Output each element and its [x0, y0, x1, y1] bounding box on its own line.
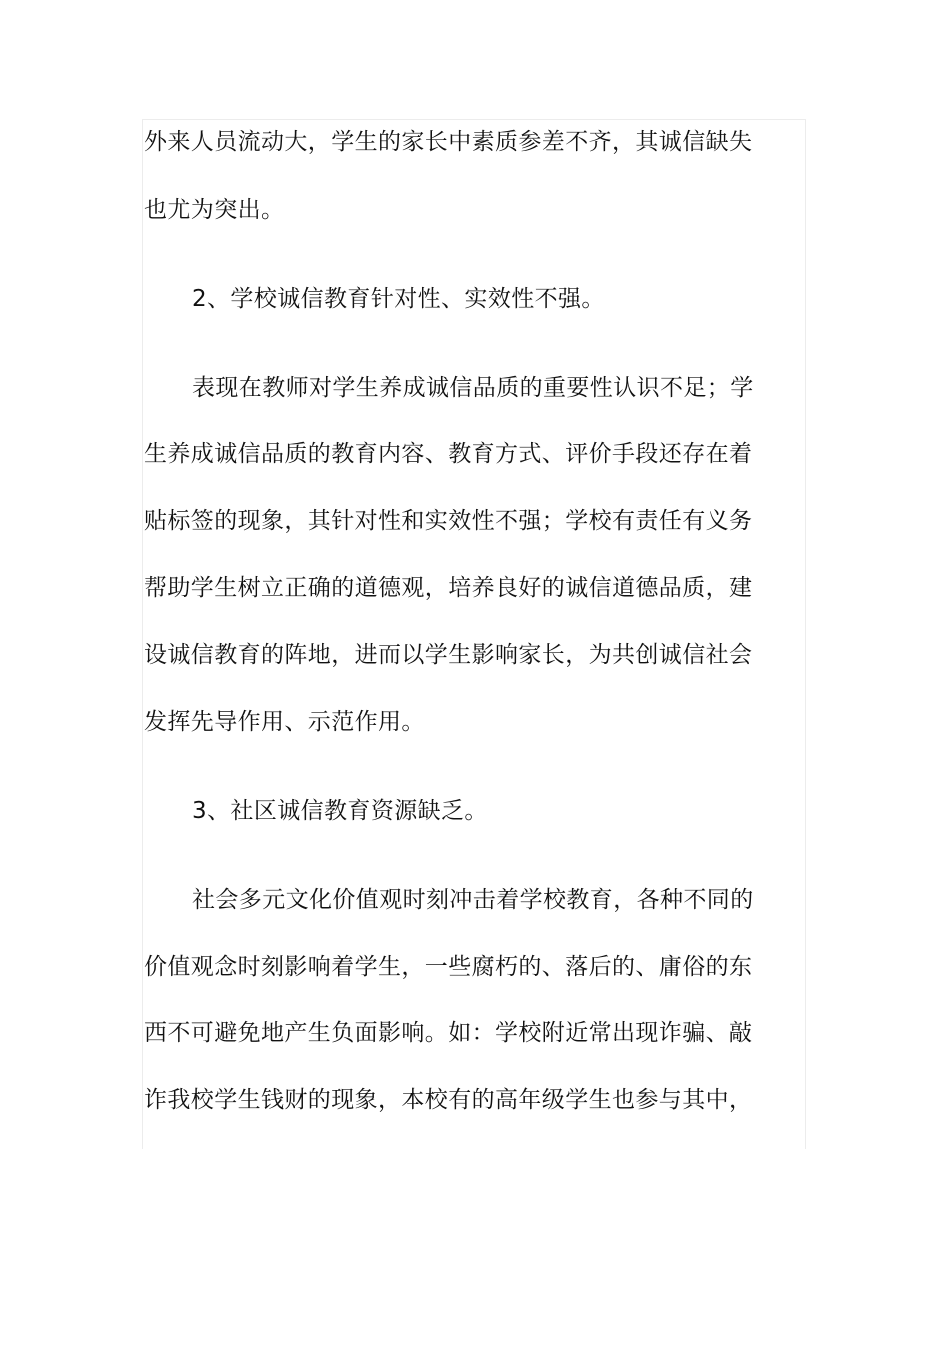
section-heading: 3、社区诚信教育资源缺乏。 [192, 798, 488, 824]
paragraph-line: 设诚信教育的阵地，进而以学生影响家长，为共创诚信社会 [144, 642, 753, 668]
page-frame [142, 119, 806, 1149]
paragraph-line: 也尤为突出。 [144, 197, 285, 223]
section-heading: 2、学校诚信教育针对性、实效性不强。 [192, 286, 605, 312]
paragraph-line: 西不可避免地产生负面影响。如：学校附近常出现诈骗、敲 [144, 1020, 753, 1046]
paragraph-line: 帮助学生树立正确的道德观，培养良好的诚信道德品质，建 [144, 575, 753, 601]
paragraph-line: 贴标签的现象，其针对性和实效性不强；学校有责任有义务 [144, 508, 753, 534]
paragraph-line: 生养成诚信品质的教育内容、教育方式、评价手段还存在着 [144, 441, 753, 467]
paragraph-line: 外来人员流动大，学生的家长中素质参差不齐，其诚信缺失 [144, 129, 753, 155]
paragraph-line: 社会多元文化价值观时刻冲击着学校教育，各种不同的 [192, 887, 754, 913]
paragraph-line: 表现在教师对学生养成诚信品质的重要性认识不足；学 [192, 375, 754, 401]
paragraph-line: 诈我校学生钱财的现象，本校有的高年级学生也参与其中， [144, 1087, 753, 1113]
paragraph-line: 价值观念时刻影响着学生，一些腐朽的、落后的、庸俗的东 [144, 954, 753, 980]
paragraph-line: 发挥先导作用、示范作用。 [144, 709, 425, 735]
